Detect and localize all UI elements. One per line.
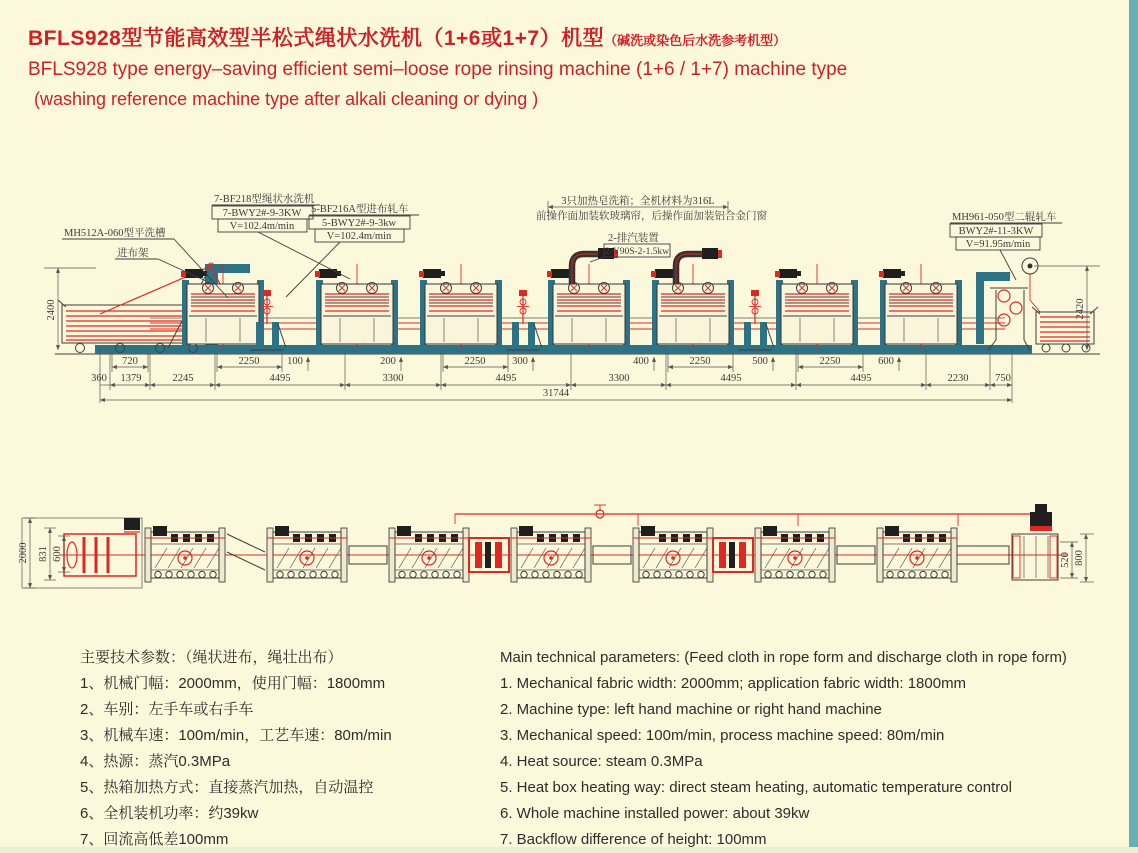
dim-plan-cloth: 600 xyxy=(52,546,63,562)
spec-line-zh: 2、车别：左手车或右手车 xyxy=(80,701,254,718)
dim-mid: 4495 xyxy=(269,373,291,384)
page-title-en: BFLS928 type energy–saving efficient semi–loose rope rinsing machine (1+6 / 1+7) machine type xyxy=(28,59,848,80)
label-feed-padder-speed: V=102.4m/min xyxy=(326,231,392,242)
page-title-zh: BFLS928型节能高效型半松式绳状水洗机（1+6或1+7）机型 xyxy=(28,27,605,50)
plan-unit xyxy=(267,526,347,582)
dim-top: 720 xyxy=(122,356,138,367)
dim-top: 300 xyxy=(512,356,528,367)
spec-line-zh: 6、全机装机功率：约39kw xyxy=(80,805,259,822)
plan-unit xyxy=(389,526,469,582)
specs-en-column xyxy=(500,645,1067,853)
dim-plan-inner: 831 xyxy=(38,546,49,562)
label-curtain-note: 前操作面加装软玻璃帘，后操作面加装铝合金门窗 xyxy=(536,211,767,222)
label-out-padder-power: BWY2#-11-3KW xyxy=(958,226,1034,237)
label-feed-padder: 5-BF216A型进布轧车 xyxy=(311,204,409,215)
feed-padder-stand xyxy=(738,290,774,350)
dim-plan-overall: 2000 xyxy=(18,542,29,564)
plan-pipes xyxy=(60,505,1068,555)
label-rope-washer-power: 7-BWY2#-9-3KW xyxy=(222,208,302,219)
plan-unit xyxy=(633,526,713,582)
spec-line-zh: 7、回流高低差100mm xyxy=(80,831,229,848)
label-rope-washer-speed: V=102.4m/min xyxy=(229,221,295,232)
dim-top: 2250 xyxy=(238,356,260,367)
spec-line-en: 4. Heat source: steam 0.3MPa xyxy=(500,753,703,770)
dim-top: 2250 xyxy=(689,356,711,367)
plan-unit xyxy=(877,526,957,582)
dim-mid: 3300 xyxy=(382,373,404,384)
dim-top: 2250 xyxy=(819,356,841,367)
elevation-drawing xyxy=(20,172,1105,422)
label-feed-rack: 进布架 xyxy=(117,248,149,259)
label-exhaust-power: 2-Y90S-2-1.5kw xyxy=(604,247,670,257)
label-soap-box-note: 3只加热皂洗箱；全机材料为316L xyxy=(561,196,715,207)
spec-line-zh: 3、机械车速：100m/min，工艺车速：80m/min xyxy=(80,727,392,744)
plan-unit xyxy=(755,526,835,582)
page-border-right xyxy=(1129,0,1138,853)
dimension-row-top xyxy=(112,352,899,372)
dim-plan-right-outer: 800 xyxy=(1074,550,1085,566)
label-feed-padder-power: 5-BWY2#-9-3kw xyxy=(321,218,397,229)
washing-unit xyxy=(775,264,858,350)
label-out-padder: MH961-050型二辊轧车 xyxy=(952,212,1057,223)
page-title-zh-note: （碱洗或染色后水洗参考机型） xyxy=(604,33,787,48)
spec-line-zh: 4、热源：蒸汽0.3MPa xyxy=(80,753,231,770)
dim-mid: 4495 xyxy=(495,373,517,384)
plan-end-unit xyxy=(1012,504,1058,580)
washing-unit xyxy=(419,264,502,350)
washing-unit xyxy=(879,264,962,350)
spec-line-en: 7. Backflow difference of height: 100mm xyxy=(500,831,767,848)
dim-mid: 3300 xyxy=(608,373,630,384)
washing-unit xyxy=(315,264,398,350)
feed-padder-stand xyxy=(506,290,542,350)
spec-line-zh: 5、热箱加热方式：直接蒸汽加热，自动温控 xyxy=(80,779,374,796)
dim-top: 600 xyxy=(878,356,894,367)
dim-mid: 2230 xyxy=(947,373,969,384)
dim-mid: 4495 xyxy=(720,373,742,384)
title-block xyxy=(28,22,847,110)
dim-mid: 1379 xyxy=(120,373,142,384)
dim-mid: 4495 xyxy=(850,373,872,384)
dim-top: 2250 xyxy=(464,356,486,367)
output-padder xyxy=(976,258,1040,350)
dim-top: 500 xyxy=(752,356,768,367)
discharge-cloth-cart xyxy=(1032,307,1098,352)
dim-plan-right-inner: 520 xyxy=(1060,552,1071,568)
spec-line-en: 3. Mechanical speed: 100m/min, process machine speed: 80m/min xyxy=(500,727,945,744)
spec-line-zh: 1、机械门幅：2000mm，使用门幅：1800mm xyxy=(80,675,386,692)
spec-line-en: 6. Whole machine installed power: about 39kw xyxy=(500,805,810,822)
washing-unit xyxy=(181,264,264,350)
label-rope-washer: 7-BF218型绳状水洗机 xyxy=(214,194,315,205)
plan-unit xyxy=(511,526,591,582)
dim-top: 100 xyxy=(287,356,303,367)
dim-top: 200 xyxy=(380,356,396,367)
dim-left-height: 2400 xyxy=(46,299,57,321)
plan-units xyxy=(145,526,957,582)
spec-line-en: 1. Mechanical fabric width: 2000mm; application fabric width: 1800mm xyxy=(500,675,967,692)
page-subtitle-en: (washing reference machine type after alkali cleaning or dying ) xyxy=(34,89,539,109)
dim-total-length: 31744 xyxy=(542,388,570,399)
washing-unit xyxy=(651,264,734,350)
label-flat-washer: MH512A-060型平洗槽 xyxy=(64,228,166,239)
label-exhaust: 2-排汽装置 xyxy=(608,233,659,244)
specs-zh-column xyxy=(80,645,392,853)
specs-en-heading: Main technical parameters: (Feed cloth in rope form and discharge cloth in rope form) xyxy=(500,649,1067,666)
spec-line-en: 5. Heat box heating way: direct steam heating, automatic temperature control xyxy=(500,779,1012,796)
plan-unit xyxy=(145,526,225,582)
spec-line-en: 2. Machine type: left hand machine or right hand machine xyxy=(500,701,882,718)
dim-mid: 750 xyxy=(995,373,1011,384)
washing-unit xyxy=(547,264,630,350)
label-out-padder-speed: V=91.95m/min xyxy=(965,239,1031,250)
dim-mid: 2245 xyxy=(172,373,194,384)
specs-zh-heading: 主要技术参数：（绳状进布，绳壮出布） xyxy=(80,649,343,666)
dim-mid: 360 xyxy=(91,373,107,384)
dimension-total xyxy=(100,388,1012,400)
dim-right-height: 2420 xyxy=(1075,298,1086,320)
title-line-zh xyxy=(28,22,847,52)
dim-top: 400 xyxy=(633,356,649,367)
plan-drawing xyxy=(15,495,1105,630)
